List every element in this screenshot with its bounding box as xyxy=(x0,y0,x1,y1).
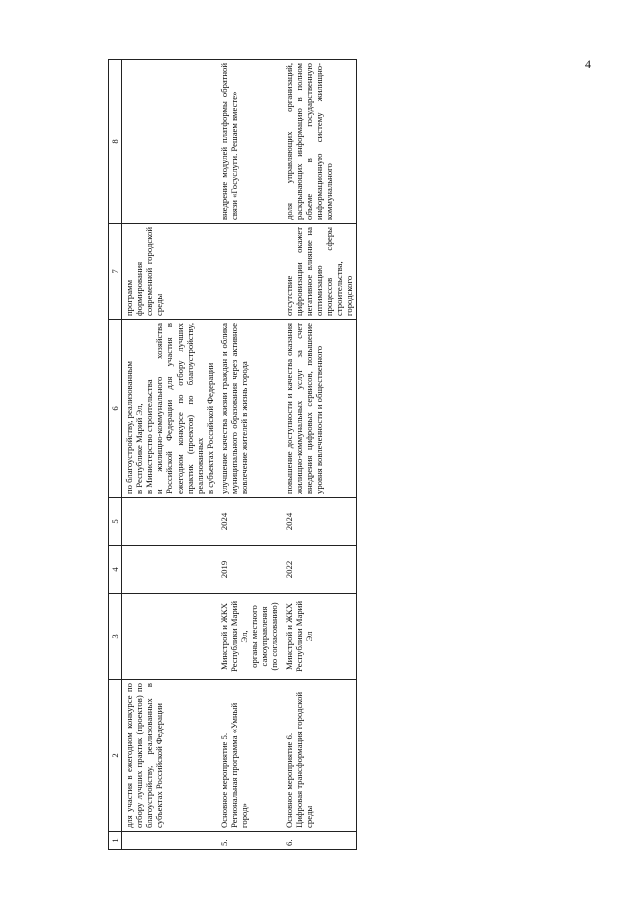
table-header-row xyxy=(109,60,122,850)
end-year xyxy=(122,498,217,546)
expected-result: повышение доступности и качества оказания жилищно-коммунальных услуг за счет внедрения цифровых сервисов, повышение уровня вовлеченности и общественного xyxy=(282,320,357,498)
header-cell: 4 xyxy=(109,546,122,594)
measure-name: Основное мероприятие 6. Цифровая трансформация городской среды xyxy=(282,680,357,832)
measure-name: для участия в ежегодном конкурсе по отбору лучших практик (проектов) по благоустройству, реализованных в субъектах Российской Федерации xyxy=(122,680,217,832)
header-cell: 1 xyxy=(109,832,122,850)
row-number xyxy=(122,832,217,850)
header-cell: 7 xyxy=(109,224,122,320)
start-year: 2019 xyxy=(217,546,282,594)
header-cell: 2 xyxy=(109,680,122,832)
header-cell: 8 xyxy=(109,60,122,224)
expected-result: улучшение качества жизни граждан и облика муниципального образования через активное вовлечение жителей в жизнь города xyxy=(217,320,282,498)
non-implementation-consequence: отсутствие цифровизации окажет негативное влияние на оптимизацию процессов сферы строительства, городского xyxy=(282,224,357,320)
row-number: 6. xyxy=(282,832,357,850)
non-implementation-consequence xyxy=(217,224,282,320)
expected-result: по благоустройству, реализованным в Республике Марий Эл, в Министерство строительства и жилищно-коммунального хозяйства Российской Федерации для участия в ежегодном конкурсе по отбору лучших практик (проектов) по благоустройству, реализованных в субъектах Российской Федерации xyxy=(122,320,217,498)
executor: Минстрой и ЖКХ Республики Марий Эл xyxy=(282,594,357,680)
executor xyxy=(122,594,217,680)
end-year: 2024 xyxy=(217,498,282,546)
table-row xyxy=(217,60,282,850)
end-year: 2024 xyxy=(282,498,357,546)
start-year xyxy=(122,546,217,594)
executor: Минстрой и ЖКХ Республики Марий Эл, органы местного самоуправления (по согласованию) xyxy=(217,594,282,680)
header-cell: 6 xyxy=(109,320,122,498)
table-row xyxy=(282,60,357,850)
page-number: 4 xyxy=(585,57,591,71)
row-number: 5. xyxy=(217,832,282,850)
related-indicator xyxy=(122,60,217,224)
header-cell: 3 xyxy=(109,594,122,680)
related-indicator: доля управляющих организаций, раскрывающих информацию в полном объеме в государственную информационную систему жилищно-коммунального xyxy=(282,60,357,224)
start-year: 2022 xyxy=(282,546,357,594)
related-indicator: внедрение модулей платформы обратной связи «Госуслуги. Решаем вместе» xyxy=(217,60,282,224)
header-cell: 5 xyxy=(109,498,122,546)
measure-name: Основное мероприятие 5. Региональная программа «Умный город» xyxy=(217,680,282,832)
table-rotation xyxy=(108,60,620,850)
measures-table xyxy=(108,59,357,850)
non-implementation-consequence: программ формирования современной городской среды xyxy=(122,224,217,320)
table-row xyxy=(122,60,217,850)
rotated-table-container xyxy=(108,60,620,850)
